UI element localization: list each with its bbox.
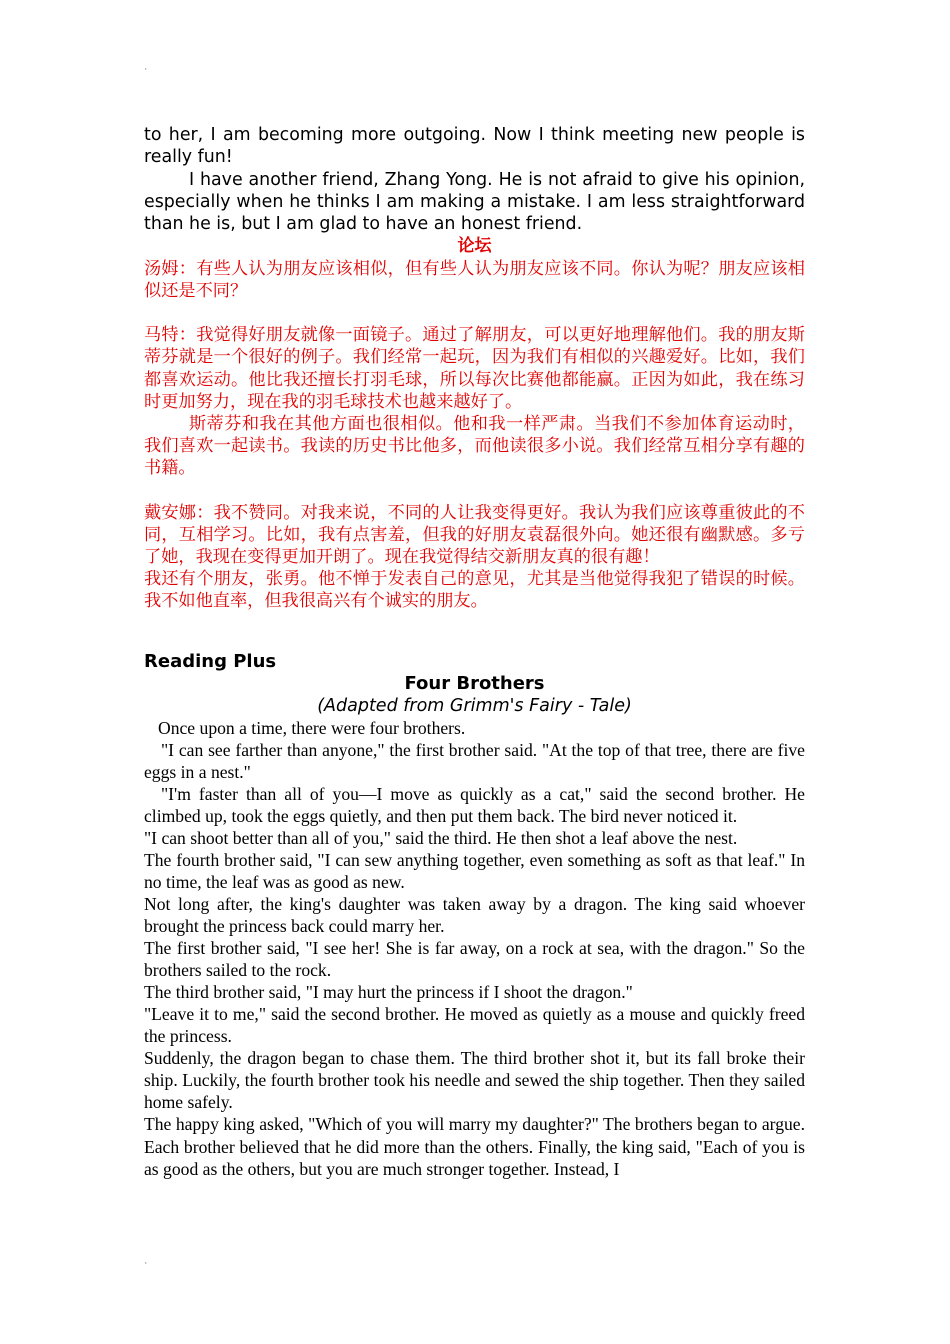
story-paragraph: The first brother said, "I see her! She is far away, on a rock at sea, with the dragon." So the brothers sailed to the rock. bbox=[144, 938, 805, 981]
spacer bbox=[144, 480, 805, 502]
header-mark: ˛ bbox=[144, 62, 148, 70]
story-paragraph: "Leave it to me," said the second brother. He moved as quietly as a mouse and quickly freed the princess. bbox=[144, 1004, 805, 1047]
story-paragraph: "I can see farther than anyone," the first brother said. "At the top of that tree, there are five eggs in a nest." bbox=[144, 739, 805, 782]
story-paragraph: Once upon a time, there were four brothers. bbox=[158, 717, 466, 738]
story-paragraph: Not long after, the king's daughter was taken away by a dragon. The king said whoever brought the princess back could marry her. bbox=[144, 894, 805, 937]
story-paragraph: Suddenly, the dragon began to chase them. The third brother shot it, but its fall broke their ship. Luckily, the fourth brother took his needle and sewed the ship together. Then they sailed home safely. bbox=[144, 1048, 805, 1113]
footer-mark: ˛ bbox=[144, 1256, 148, 1264]
story-paragraph: "I can shoot better than all of you," said the third. He then shot a leaf above the nest. bbox=[144, 827, 738, 848]
translation-heading: 论坛 bbox=[457, 236, 492, 257]
story-paragraph: The happy king asked, "Which of you will marry my daughter?" The brothers began to argue. Each brother believed that he did more than the others. Finally, the king said, "Each of you is as good as the others, but you are much stronger together. Instead, I bbox=[144, 1114, 805, 1179]
intro-paragraph-1: to her, I am becoming more outgoing. Now I think meeting new people is really fun! bbox=[144, 125, 805, 168]
story-title: Four Brothers bbox=[404, 672, 545, 694]
translation-diana-2: 我还有个朋友，张勇。他不惮于发表自己的意见，尤其是当他觉得我犯了错误的时候。我不如他直率，但我很高兴有个诚实的朋友。 bbox=[144, 569, 805, 612]
page-content bbox=[144, 124, 805, 1180]
spacer bbox=[144, 613, 805, 651]
story-paragraph: The third brother said, "I may hurt the princess if I shoot the dragon." bbox=[144, 982, 633, 1003]
spacer bbox=[144, 302, 805, 324]
story-subtitle: (Adapted from Grimm's Fairy - Tale) bbox=[317, 695, 632, 716]
intro-paragraph-2: I have another friend, Zhang Yong. He is not afraid to give his opinion, especially when he thinks I am making a mistake. I am less straightforward than he is, but I am glad to have an honest friend. bbox=[144, 169, 805, 235]
reading-plus-heading: Reading Plus bbox=[144, 650, 277, 672]
translation-diana-1: 戴安娜：我不赞同。对我来说，不同的人让我变得更好。我认为我们应该尊重彼此的不同，互相学习。比如，我有点害羞，但我的好朋友袁磊很外向。她还很有幽默感。多亏了她，我现在变得更加开朗了。现在我觉得结交新朋友真的很有趣！ bbox=[144, 502, 805, 568]
translation-matt-1: 马特：我觉得好朋友就像一面镜子。通过了解朋友，可以更好地理解他们。我的朋友斯蒂芬就是一个很好的例子。我们经常一起玩，因为我们有相似的兴趣爱好。比如，我们都喜欢运动。他比我还擅长打羽毛球，所以每次比赛他都能赢。正因为如此，我在练习时更加努力，现在我的羽毛球技术也越来越好了。 bbox=[144, 325, 805, 412]
translation-matt-2: 斯蒂芬和我在其他方面也很相似。他和我一样严肃。当我们不参加体育运动时，我们喜欢一起读书。我读的历史书比他多，而他读很多小说。我们经常互相分享有趣的书籍。 bbox=[144, 414, 805, 479]
story-paragraph: "I'm faster than all of you—I move as quickly as a cat," said the second brother. He climbed up, took the eggs quietly, and then put them back. The bird never noticed it. bbox=[144, 783, 805, 826]
translation-tom: 汤姆：有些人认为朋友应该相似，但有些人认为朋友应该不同。你认为呢？朋友应该相似还是不同？ bbox=[144, 258, 805, 301]
story-paragraph: The fourth brother said, "I can sew anything together, even something as soft as that leaf." In no time, the leaf was as good as new. bbox=[144, 849, 805, 892]
